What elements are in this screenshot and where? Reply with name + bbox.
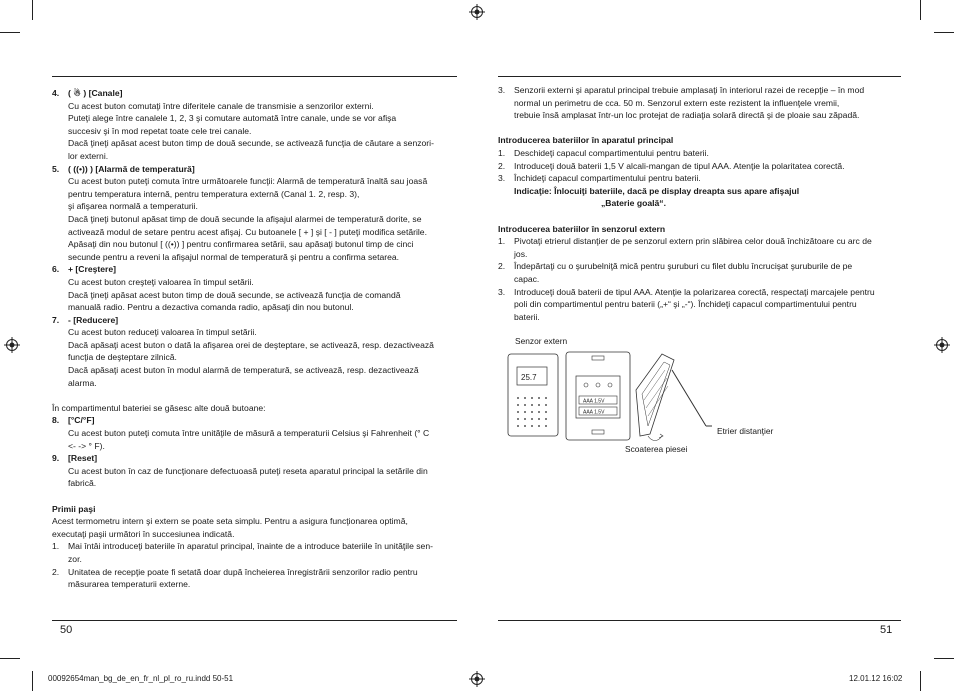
page-number-left: 50 bbox=[60, 624, 73, 636]
button-description-5 bbox=[52, 163, 460, 264]
item-number: 2. bbox=[52, 566, 60, 577]
item-heading: [°C/°F] bbox=[68, 415, 95, 426]
text-line: succesiv şi în mod repetat toate cele trei canale. bbox=[68, 125, 252, 136]
crop-mark bbox=[32, 671, 33, 691]
text-line: Cu acest buton creşteţi valoarea în timpul setării. bbox=[68, 276, 254, 287]
item-number: 3. bbox=[498, 286, 506, 297]
text-line: Dacă ţineţi apăsat acest buton timp de două secunde, se activează funcţia de căutare a senzori- bbox=[68, 138, 434, 149]
step-item bbox=[498, 172, 903, 185]
header-rule-left bbox=[52, 76, 457, 77]
text-line: Cu acest buton puteţi comuta între următoarele funcţii: Alarmă de temperatură înaltă sau joasă bbox=[68, 176, 428, 187]
stand bbox=[672, 370, 712, 426]
date-slug: 12.01.12 16:02 bbox=[849, 674, 903, 683]
item-number: 9. bbox=[52, 453, 60, 464]
section-title: Primii paşi bbox=[52, 503, 96, 514]
button-description-8 bbox=[52, 414, 460, 452]
text-line: Îndepărtaţi cu o şurubelniţă mică pentru şuruburi cu filet dublu încrucişat şuruburile de pe bbox=[514, 261, 853, 272]
footer-rule-left bbox=[52, 620, 457, 621]
text-line: <- -> ° F). bbox=[68, 440, 105, 451]
item-number: 7. bbox=[52, 314, 60, 325]
step-item bbox=[498, 160, 903, 173]
text-line: Dacă apăsaţi acest buton o dată la afişarea orei de deşteptare, se activează, resp. dezactivează bbox=[68, 339, 434, 350]
remove-label: Scoaterea piesei bbox=[625, 444, 688, 454]
text-line: normal un perimetru de cca. 50 m. Senzorul extern este rezistent la influenţele vremii, bbox=[514, 97, 840, 108]
item-heading: + [Creştere] bbox=[68, 264, 117, 275]
item-number: 1. bbox=[52, 541, 60, 552]
sensor-label: Senzor extern bbox=[515, 336, 568, 346]
item-number: 2. bbox=[498, 261, 506, 272]
text-line: Cu acest buton puteţi comuta între unităţile de măsură a temperaturii Celsius şi Fahrenheit (° C bbox=[68, 428, 430, 439]
text-line: Acest termometru intern şi extern se poate seta simplu. Pentru a asigura funcţionarea optimă, bbox=[52, 516, 408, 527]
step-item bbox=[498, 84, 903, 122]
crop-mark bbox=[920, 0, 921, 20]
item-number: 8. bbox=[52, 415, 60, 426]
indication-note: Indicaţie: Înlocuiţi bateriile, dacă pe display dreapta sus apare afişajul bbox=[514, 185, 800, 196]
step-item bbox=[498, 235, 903, 260]
battery-2-label: AAA 1.5V bbox=[583, 409, 605, 416]
item-number: 5. bbox=[52, 163, 60, 174]
text-line: Introduceţi două baterii 1,5 V alcali-mangan de tipul AAA. Atenţie la polaritatea corectă. bbox=[514, 160, 845, 171]
item-number: 3. bbox=[498, 173, 506, 184]
battery-compartment-intro: În compartimentul bateriei se găsesc alte două butoane: bbox=[52, 402, 266, 413]
step-item bbox=[498, 147, 903, 160]
text-line: şi afişarea normală a temperaturii. bbox=[68, 201, 198, 212]
registration-mark-icon bbox=[934, 337, 950, 353]
header-rule-right bbox=[498, 76, 901, 77]
item-number: 3. bbox=[498, 85, 506, 95]
crop-mark bbox=[0, 658, 20, 659]
text-line: Cu acest buton comutaţi între diferitele canale de transmisie a senzorilor externi. bbox=[68, 100, 374, 111]
step-item bbox=[498, 260, 903, 285]
text-line: alarma. bbox=[68, 377, 97, 388]
text-line: Dacă ţineţi apăsat acest buton timp de două secunde, se activează funcţia de comandă bbox=[68, 289, 401, 300]
text-line: Senzorii externi şi aparatul principal trebuie amplasaţi în interiorul razei de recepţie – în mod bbox=[514, 85, 865, 95]
button-description-9 bbox=[52, 452, 460, 490]
registration-mark-icon bbox=[469, 671, 485, 687]
item-number: 1. bbox=[498, 236, 506, 247]
crop-mark bbox=[0, 32, 20, 33]
text-line: zor. bbox=[68, 553, 82, 564]
item-number: 1. bbox=[498, 147, 506, 158]
section-title: Introducerea bateriilor în aparatul principal bbox=[498, 135, 674, 146]
item-number: 2. bbox=[498, 160, 506, 171]
step-item bbox=[52, 566, 460, 591]
item-heading: [Reset] bbox=[68, 453, 98, 464]
text-line: Apăsaţi din nou butonul [ ((•)) ] pentru confirmarea setării, sau apăsaţi butonul timp de cinci bbox=[68, 239, 414, 250]
text-line: Deschideţi capacul compartimentului pentru baterii. bbox=[514, 147, 709, 158]
sensor-illustration bbox=[506, 350, 716, 446]
button-description-7 bbox=[52, 314, 460, 390]
text-line: activează modul de setare pentru acest afişaj. Cu butoanele [ + ] şi [ - ] puteţi modifica setările. bbox=[68, 226, 427, 237]
text-line: Puteţi alege între canalele 1, 2, 3 şi comutare automată între canale, unde se vor afişa bbox=[68, 113, 397, 124]
removal-arrow bbox=[648, 436, 662, 441]
text-line: trebuie însă amplasat într-un loc protejat de radiaţia solară directă şi de ploaie sau zăpadă. bbox=[514, 110, 860, 121]
file-slug: 00092654man_bg_de_en_fr_nl_pl_ro_ru.indd 50-51 bbox=[48, 674, 234, 683]
indication-note-cont: „Baterie goală“. bbox=[601, 198, 666, 209]
item-heading: ( ☃ ) [Canale] bbox=[68, 88, 123, 98]
right-page-content bbox=[498, 84, 903, 323]
battery-1-label: AAA 1.5V bbox=[583, 398, 605, 405]
text-line: Dacă apăsaţi acest buton în modul alarmă de temperatură, se activează, resp. dezactivează bbox=[68, 365, 419, 376]
text-line: Unitatea de recepţie poate fi setată doar după încheierea înregistrării senzorilor radio pentru bbox=[68, 566, 418, 577]
stand-label: Etrier distanţier bbox=[717, 426, 774, 436]
text-line: poli din compartimentul pentru baterii („+“ şi „-“). Închideţi capacul compartimentului pentru bbox=[514, 299, 857, 310]
crop-mark bbox=[32, 0, 33, 20]
text-line: funcţia de deşteptare zilnică. bbox=[68, 352, 177, 363]
text-line: manuală radio. Pentru a dezactiva comanda radio, apăsaţi din nou butonul. bbox=[68, 302, 354, 313]
text-line: fabrică. bbox=[68, 478, 97, 489]
item-heading: ( ((•)) ) [Alarmă de temperatură] bbox=[68, 163, 195, 174]
left-page-content bbox=[52, 87, 460, 591]
text-line: lor externi. bbox=[68, 150, 109, 161]
crop-mark bbox=[934, 658, 954, 659]
sensor-front bbox=[508, 354, 558, 436]
sensor-display-value: 25.7 bbox=[521, 373, 537, 382]
text-line: Închideţi capacul compartimentului pentru baterii. bbox=[514, 173, 701, 184]
text-line: Cu acest buton reduceţi valoarea în timpul setării. bbox=[68, 327, 257, 338]
text-line: măsurarea temperaturii externe. bbox=[68, 579, 191, 590]
text-line: Pivotaţi etrierul distanţier de pe senzorul extern prin slăbirea celor două închizătoare cu arc de bbox=[514, 236, 872, 247]
page-number-right: 51 bbox=[880, 624, 893, 636]
section-title: Introducerea bateriilor în senzorul extern bbox=[498, 223, 666, 234]
text-line: secunde pentru a reveni la afişajul normal de temperatură şi pentru a confirma setarea. bbox=[68, 251, 400, 262]
text-line: Introduceţi două baterii de tipul AAA. Atenţie la polarizarea corectă, respectaţi marcajele pentru bbox=[514, 286, 875, 297]
text-line: capac. bbox=[514, 273, 540, 284]
text-line: Mai întâi introduceţi bateriile în aparatul principal, înainte de a introduce bateriile în unităţile sen- bbox=[68, 541, 433, 552]
text-line: jos. bbox=[514, 248, 528, 259]
text-line: baterii. bbox=[514, 311, 540, 322]
text-line: Cu acest buton în caz de funcţionare defectuoasă puteţi reseta aparatul principal la setările din bbox=[68, 465, 428, 476]
text-line: pentru temperatura internă, pentru temperatura externă (Canal 1. 2, resp. 3), bbox=[68, 188, 360, 199]
item-number: 4. bbox=[52, 88, 60, 98]
crop-mark bbox=[934, 32, 954, 33]
step-item bbox=[498, 286, 903, 324]
text-line: executaţi paşii următori în succesiunea indicată. bbox=[52, 528, 235, 539]
registration-mark-icon bbox=[4, 337, 20, 353]
button-description-4 bbox=[52, 87, 460, 163]
footer-rule-right bbox=[498, 620, 901, 621]
text-line: Dacă ţineţi butonul apăsat timp de două secunde la afişajul alarmei de temperatură dorite, se bbox=[68, 213, 422, 224]
registration-mark-icon bbox=[469, 4, 485, 20]
step-item bbox=[52, 540, 460, 565]
item-heading: - [Reducere] bbox=[68, 314, 119, 325]
button-description-6 bbox=[52, 263, 460, 313]
crop-mark bbox=[920, 671, 921, 691]
item-number: 6. bbox=[52, 264, 60, 275]
